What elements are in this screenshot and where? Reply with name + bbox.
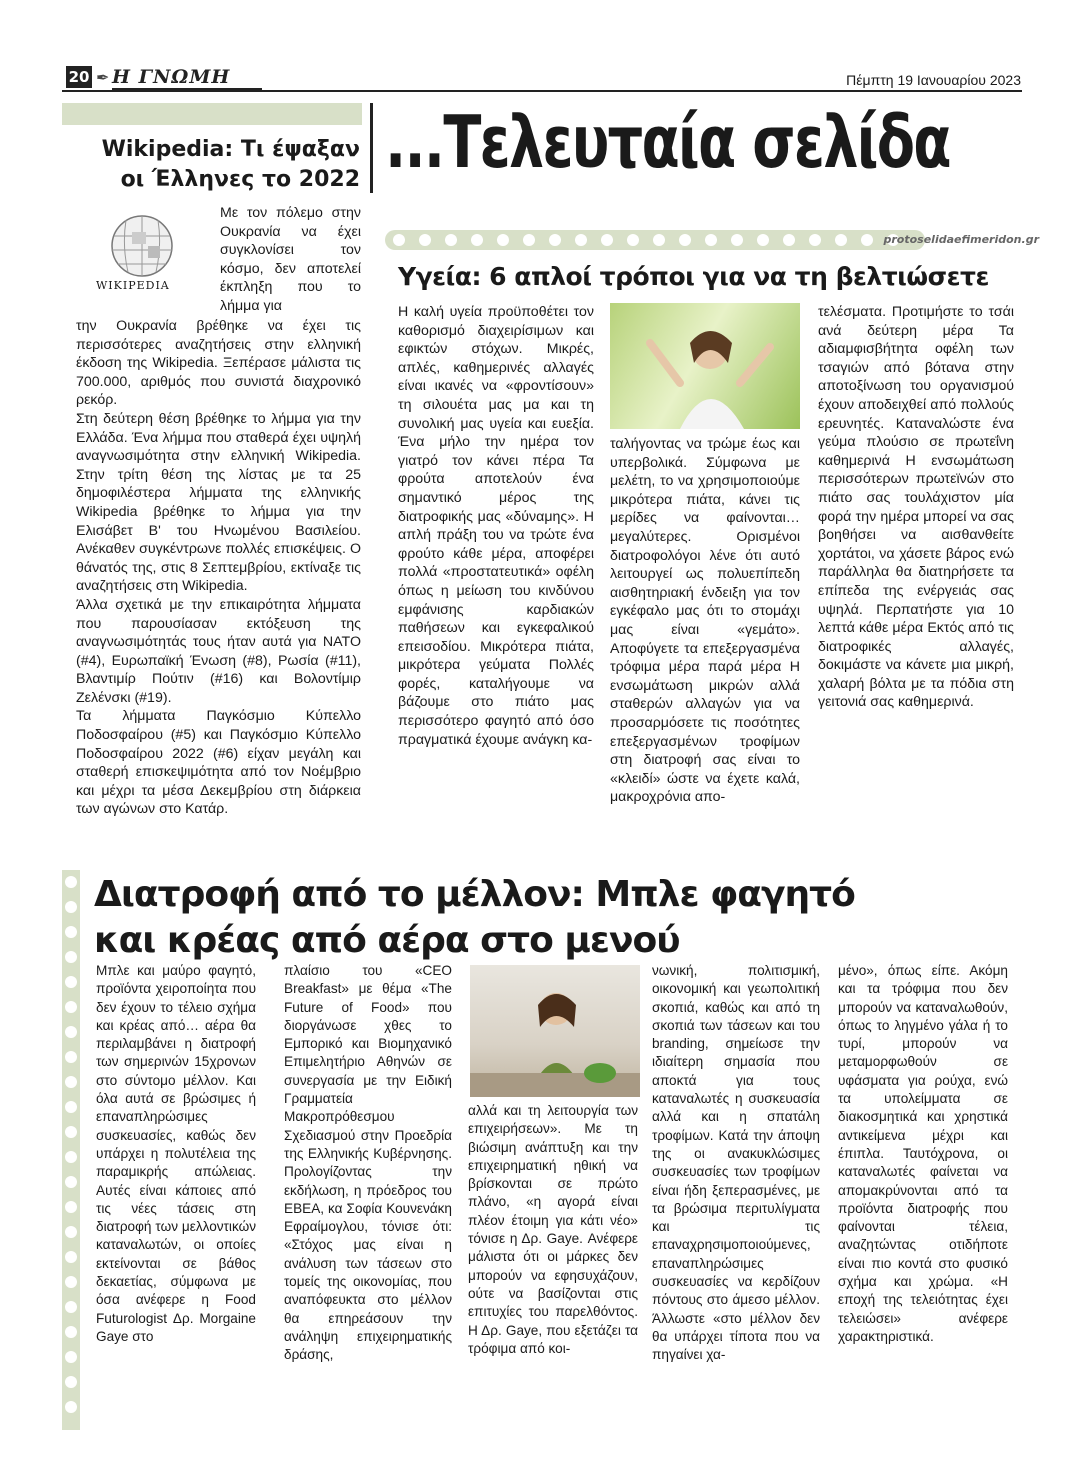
decorative-dot bbox=[523, 234, 535, 246]
header-rule bbox=[62, 90, 1022, 92]
decorative-dot bbox=[65, 1001, 77, 1013]
decorative-dot bbox=[65, 876, 77, 888]
diet-column-1: Μπλε και μαύρο φαγητό, προϊόντα χειροποίητα που δεν έχουν το τέλειο σχήμα και κρέας από… αέρα θα περιλαμβάνει η διατροφή των σημερινών 15χρονων στο σύντομο μέλλον. Και όλα αυτά σε βρώσιμες ή επαναπληρώσιμες συσκευασίες, καθώς δεν υπάρχει η πολυτέλεια της παραμικρής απώλειας. Αυτές είναι κάποιες από τις νέες τάσεις στη διατροφή των μελλοντικών καταναλωτών, οι οποίες εκτείνονται σε βάθος δεκαετίας, σύμφωνα με όσα ανέφερε η Food Futurologist Δρ. Morgaine Gaye στο bbox=[96, 963, 256, 1344]
decorative-dot bbox=[835, 234, 847, 246]
decorative-dot bbox=[653, 234, 665, 246]
section-title: ...Τελευταία σελίδα bbox=[385, 100, 950, 184]
decorative-dot bbox=[601, 234, 613, 246]
decorative-dot bbox=[65, 1201, 77, 1213]
decorative-dot bbox=[861, 234, 873, 246]
wiki-headline-line2: οι Έλληνες το 2022 bbox=[120, 167, 360, 192]
wiki-body bbox=[76, 317, 361, 819]
diet-column-5: μένο», όπως είπε. Ακόμη και τα τρόφιμα που δεν μπορούν να καταναλωθούν, όπως το ληγμένο γάλα ή το τυρί, μπορούν να μεταμορφωθούν σε υφάσματα για ρούχα, ενώ τα υπολείμματα σε διακοσμητικά και χρηστικά αντικείμενα μέχρι και έπιπλα. Ταυτόχρονα, οι καταναλωτές φαίνεται να απομακρύνονται από τα προϊόντα διατροφής που φαίνονται τέλεια, αναζητώντας οτιδήποτε είναι πιο κοντά στο φυσικό σχήμα και χρώμα. «Η εποχή της τελειότητας έχει τελειώσει» ανέφερε χαρακτηριστικά. bbox=[838, 963, 1008, 1344]
decorative-dot bbox=[549, 234, 561, 246]
decorative-dot bbox=[65, 1351, 77, 1363]
wiki-paragraph: Στη δεύτερη θέση βρέθηκε το λήμμα για την Ελλάδα. Ένα λήμμα που σταθερά έχει υψηλή αναγνωσιμότητα στην ελληνική Wikipedia. Στην τρίτη θέση της λίστας με τα 25 δημοφιλέστερα λήμματα της ελληνικής Wikipedia βρέθηκε το λήμμα για την Ελισάβετ Β' του Ηνωμένου Βασιλείου. Ανέκαθεν συγκέντρωνε πολλές επισκέψεις. Ο θάνατός της, στις 8 Σεπτεμβρίου, εκτίναξε τις αναζητήσεις στη Wikipedia. bbox=[76, 410, 361, 595]
decorative-dot bbox=[65, 1176, 77, 1188]
page-number: 20 bbox=[66, 66, 92, 88]
woman-outdoors-photo bbox=[610, 303, 800, 429]
paper-logo-icon: ✒ bbox=[96, 68, 110, 87]
kitchen-photo-icon bbox=[470, 965, 640, 1097]
wiki-headline bbox=[70, 135, 360, 195]
wiki-header-band bbox=[62, 103, 362, 125]
decorative-dot bbox=[65, 1251, 77, 1263]
decorative-dot bbox=[65, 1301, 77, 1313]
decorative-dot bbox=[65, 901, 77, 913]
health-column-2: ταλήγοντας να τρώμε έως και υπερβολικά. Σύμφωνα με μελέτη, το να χρησιμοποιούμε μικρότερα πιάτα, κάνει τις μερίδες να φαίνονται… μεγαλύτερες. Ορισμένοι διατροφολόγοι λένε ότι αυτό λειτουργεί ως πολυεπίπεδη αισθητηριακή ένδειξη για τον εγκέφαλο μας ότι το στομάχι μας είναι «γεμάτο». Αποφύγετε τα επεξεργασμένα τρόφιμα μέρα παρά μέρα Η ενσωμάτωση μικρών αλλά σταθερών αλλαγών για να προσαρμόσετε τις ποσότητες επεξεργασμένων τροφίμων στη διατροφή σας είναι το «κλειδί» ώστε να έχετε καλά, μακροχρόνια απο- bbox=[610, 436, 800, 806]
wikipedia-globe-icon bbox=[74, 210, 210, 310]
decorative-dot bbox=[65, 1076, 77, 1088]
wikipedia-wordmark: WIKIPEDIA bbox=[96, 279, 170, 292]
decorative-dot bbox=[471, 234, 483, 246]
watermark: protoselidaefimeridon.gr bbox=[883, 233, 1039, 246]
decorative-dot bbox=[65, 1126, 77, 1138]
health-column-3: τελέσματα. Προτιμήστε το τσάι ανά δεύτερη μέρα Τα αδιαμφισβήτητα οφέλη των τσαγιών από βότανα στην αποτοξίνωση του οργανισμού έχουν αποδειχθεί από πολλούς ερευνητές. Καταναλώστε ένα γεύμα πλούσιο σε πρωτεΐνη καθημερινά Η ενσωμάτωση περισσότερων πρωτεϊνών στο πιάτο σας τουλάχιστον μία φορά την ημέρα μπορεί να σας βοηθήσει να αισθανθείτε χορτάτοι, να χάσετε βάρος ενώ παράλληλα θα διατηρήσετε τα επίπεδα της ενέργειάς σας υψηλά. Περπατήστε για 10 λεπτά κάθε μέρα Εκτός από τις διατροφικές αλλαγές, δοκιμάστε να κάνετε μια μικρή, χαλαρή βόλτα με τα πόδια στη γειτονιά σας καθημερινά. bbox=[818, 304, 1014, 711]
decorative-dot bbox=[757, 234, 769, 246]
decorative-dot bbox=[65, 951, 77, 963]
diet-column-4: νωνική, πολιτισμική, οικονομική και γεωπολιτική σκοπιά, καθώς και από τη σκοπιά των τάσεων και του branding, σημείωσε την ιδιαίτερη σημασία που αποκτά για τους καταναλωτές η συσκευασία αλλά και η σπατάλη τροφίμων. Κατά την άποψη της οι ανακυκλώσιμες συσκευασίες των τροφίμων είναι ήδη ξεπερασμένες, με τα βρώσιμα περιτυλίγματα και τις επαναχρησιμοποιούμενες, επαναπληρώσιμες συσκευασίες να κερδίζουν πόντους στο άμεσο μέλλον. Άλλωστε «στο μέλλον δεν θα υπάρχει τίποτα που να πηγαίνει χα- bbox=[652, 963, 820, 1363]
issue-date: Πέμπτη 19 Ιανουαρίου 2023 bbox=[846, 72, 1021, 88]
diet-headline: Διατροφή από το μέλλον: Μπλε φαγητό και κρέας από αέρα στο μενού bbox=[94, 874, 855, 961]
decorative-side-strip bbox=[62, 870, 80, 1430]
health-headline: Υγεία: 6 απλοί τρόποι για να τη βελτιώσετε bbox=[398, 262, 989, 291]
woman-kitchen-photo bbox=[470, 965, 640, 1097]
decorative-dot bbox=[627, 234, 639, 246]
decorative-dot bbox=[65, 1276, 77, 1288]
title-divider bbox=[370, 103, 373, 193]
paper-name: Η ΓΝΩΜΗ bbox=[112, 66, 231, 88]
diet-column-3: αλλά και τη λειτουργία των επιχειρήσεων». Με τη βιώσιμη ανάπτυξη και την επιχειρηματική ηθική να βρίσκονται σε πρώτο πλάνο, «η αγορά είναι πλέον έτοιμη για κάτι νέο» τόνισε η Δρ. Gaye. Ανέφερε μάλιστα ότι οι μάρκες δεν μπορούν να εφησυχάζουν, ούτε να βασίζονται στις επιτυχίες του παρελθόντος. Η Δρ. Gaye, που εξετάζει τα τρόφιμα από κοι- bbox=[468, 1103, 638, 1356]
health-column-1: Η καλή υγεία προϋποθέτει τον καθορισμό διαχειρίσιμων και εφικτών στόχων. Μικρές, απλές, καθημερινές αλλαγές είναι ικανές να «φροντίσουν» τη σιλουέτα μας μα και τη συνολική μας υγεία και ευεξία. Ένα μήλο την ημέρα τον γιατρό τον κάνει πέρα Τα φρούτα αποτελούν ένα σημαντικό μέρος της διατροφικής μας «δύναμης». Η απλή πράξη του να τρώτε ένα φρούτο κάθε μέρα, αποφέρει πολλά «προστατευτικά» οφέλη όπως η μείωση του κινδύνου εμφάνισης καρδιακών παθήσεων και εγκεφαλικού επεισοδίου. Μικρότερα πιάτα, μικρότερα γεύματα Πολλές φορές, καταλήγουμε να βάζουμε στο πιάτο μας περισσότερο φαγητό από όσο πραγματικά έχουμε ανάγκη κα- bbox=[398, 304, 594, 748]
decorative-dot bbox=[705, 234, 717, 246]
decorative-dot bbox=[65, 976, 77, 988]
decorative-dot bbox=[783, 234, 795, 246]
decorative-dot bbox=[679, 234, 691, 246]
wiki-paragraph: την Ουκρανία βρέθηκε να έχει τις περισσότερες αναζητήσεις στην ελληνική έκδοση της Wikipedia. Ξεπέρασε μάλιστα τις 700.000, αριθμός που συνιστά διαχρονικό ρεκόρ. bbox=[76, 318, 361, 409]
decorative-dot bbox=[393, 234, 405, 246]
decorative-dot bbox=[497, 234, 509, 246]
decorative-dot bbox=[65, 1226, 77, 1238]
wiki-paragraph: Τα λήμματα Παγκόσμιο Κύπελλο Ποδοσφαίρου (#5) και Παγκόσμιο Κύπελλο Ποδοσφαίρου 2022 (#6) είχαν μεγάλη και σταθερή επισκεψιμότητα από τον Νοέμβριο και μέχρι τα μέσα Δεκεμβρίου στη διάρκεια των αγώνων στο Κατάρ. bbox=[76, 708, 361, 818]
decorative-dot bbox=[65, 1151, 77, 1163]
wiki-paragraph: Άλλα σχετικά με την επικαιρότητα λήμματα που παρουσίασαν εκτόξευση της αναγνωσιμότητάς τους ήταν αυτά για ΝΑΤΟ (#4), Ευρωπαϊκή Ένωση (#8), Ρωσία (#11), Βλαντιμίρ Πούτιν (#16) και Βολοντίμιρ Ζελένσκι (#19). bbox=[76, 596, 361, 706]
decorative-dot bbox=[65, 1026, 77, 1038]
decorative-dot bbox=[731, 234, 743, 246]
decorative-dot bbox=[65, 1326, 77, 1338]
decorative-dot bbox=[65, 1101, 77, 1113]
diet-column-2: πλαίσιο του «CEO Breakfast» με θέμα «The Future of Food» που διοργάνωσε χθες το Εμπορικό και Βιομηχανικό Επιμελητήριο Αθηνών σε συνεργασία με την Ειδική Γραμματεία Μακροπρόθεσμου Σχεδιασμού στην Προεδρία της Ελληνικής Κυβέρνησης. Προλογίζοντας την εκδήλωση, η πρόεδρος του ΕΒΕΑ, κα Σοφία Κουνενάκη Εφραίμογλου, τόνισε ότι: «Στόχος μας είναι η ανάλυση των τάσεων στο τομείς της οικονομίας, που αναπόφευκτα στο μέλλον θα επηρεάσουν την ανάληψη επιχειρηματικής δράσης, bbox=[284, 963, 452, 1363]
decorative-dot bbox=[65, 926, 77, 938]
decorative-dot bbox=[445, 234, 457, 246]
decorative-dot-strip bbox=[385, 230, 925, 250]
decorative-dot bbox=[65, 1376, 77, 1388]
decorative-dot bbox=[575, 234, 587, 246]
decorative-dot bbox=[65, 1051, 77, 1063]
woman-photo-icon bbox=[610, 303, 800, 429]
decorative-dot bbox=[809, 234, 821, 246]
wiki-headline-line1: Wikipedia: Τι έψαξαν bbox=[101, 137, 360, 162]
wiki-intro: Με τον πόλεμο στην Ουκρανία να έχει συγκλονίσει τον κόσμο, δεν αποτελεί έκπληξη που το λήμμα για bbox=[220, 205, 361, 314]
decorative-dot bbox=[419, 234, 431, 246]
decorative-dot bbox=[65, 1401, 77, 1413]
